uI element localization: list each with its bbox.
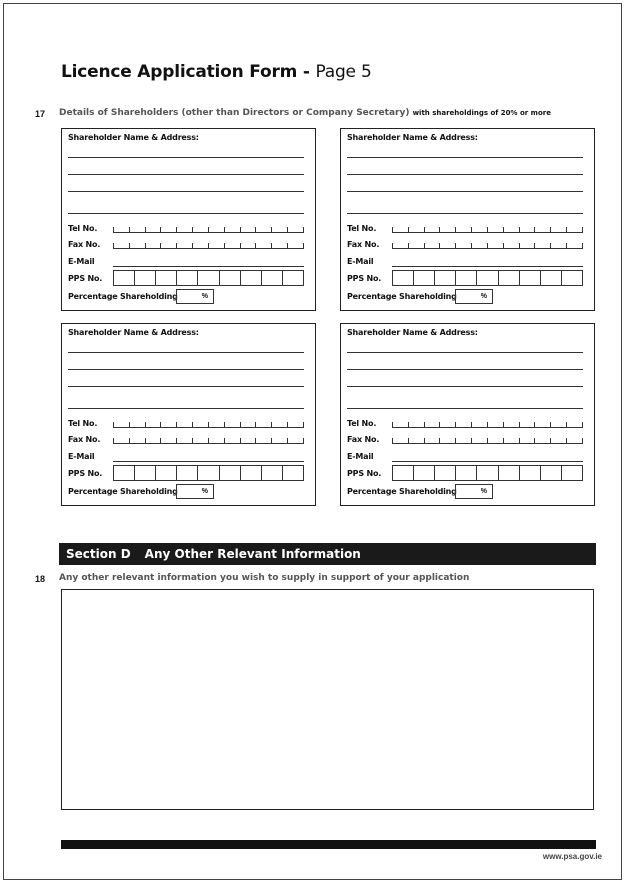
address-line[interactable] (347, 191, 583, 192)
page-title (61, 62, 372, 82)
fax-field[interactable] (392, 242, 583, 249)
shareholder-name-address-label: Shareholder Name & Address: (68, 133, 199, 142)
tick (519, 438, 535, 444)
tick (471, 243, 487, 249)
pps-cell (414, 271, 435, 285)
address-line[interactable] (68, 352, 304, 353)
tick (408, 422, 424, 428)
tick (439, 422, 455, 428)
tick (471, 438, 487, 444)
address-line[interactable] (68, 174, 304, 175)
pps-cell (114, 466, 135, 480)
tick (145, 243, 161, 249)
pps-cell (135, 271, 156, 285)
email-label: E-Mail (68, 452, 95, 461)
tick (271, 243, 287, 249)
tick (176, 438, 192, 444)
pps-cell (562, 466, 582, 480)
tick (271, 422, 287, 428)
address-line[interactable] (347, 369, 583, 370)
pps-cell (414, 466, 435, 480)
tick (208, 422, 224, 428)
tick (240, 243, 256, 249)
tick (224, 243, 240, 249)
tick (113, 243, 129, 249)
tel-field[interactable] (113, 226, 304, 233)
tick (408, 227, 424, 233)
question-18-title: Any other relevant information you wish to supply in support of your application (59, 573, 470, 583)
tick (534, 438, 550, 444)
tick (471, 422, 487, 428)
tick (439, 438, 455, 444)
tick (439, 227, 455, 233)
footer-bar (61, 840, 596, 849)
pps-cell (177, 271, 198, 285)
tick (271, 227, 287, 233)
tel-label: Tel No. (68, 224, 98, 233)
address-line[interactable] (68, 386, 304, 387)
question-17-number: 17 (35, 109, 46, 119)
tick (566, 243, 583, 249)
tick (519, 243, 535, 249)
address-line[interactable] (68, 191, 304, 192)
pps-field[interactable] (392, 465, 583, 481)
address-line[interactable] (347, 157, 583, 158)
pps-cell (499, 466, 520, 480)
pps-cell (477, 466, 498, 480)
question-17-suffix: with shareholdings of 20% or more (412, 109, 551, 117)
tick (113, 438, 129, 444)
address-line[interactable] (68, 369, 304, 370)
tick (160, 227, 176, 233)
tick (550, 243, 566, 249)
tel-label: Tel No. (68, 419, 98, 428)
form-title: Licence Application Form - (61, 62, 310, 82)
tick (255, 422, 271, 428)
tick (287, 438, 304, 444)
tick (208, 227, 224, 233)
tick (192, 438, 208, 444)
section-d-title: Any Other Relevant Information (144, 547, 361, 561)
tick (566, 438, 583, 444)
pps-cell (241, 271, 262, 285)
pps-cell (499, 271, 520, 285)
tel-label: Tel No. (347, 224, 377, 233)
fax-label: Fax No. (347, 435, 380, 444)
tick (392, 243, 408, 249)
percentage-shareholding-field[interactable]: % (455, 484, 493, 499)
tick (550, 438, 566, 444)
tick (424, 422, 440, 428)
email-label: E-Mail (68, 257, 95, 266)
tick (424, 243, 440, 249)
tick (113, 227, 129, 233)
tick (208, 243, 224, 249)
pps-cell (477, 271, 498, 285)
address-line[interactable] (347, 213, 583, 214)
tick (392, 422, 408, 428)
pps-cell (393, 466, 414, 480)
tick (129, 438, 145, 444)
tick (534, 227, 550, 233)
other-information-field[interactable] (61, 589, 594, 810)
address-line[interactable] (347, 408, 583, 409)
percentage-shareholding-label: Percentage Shareholding (68, 292, 178, 301)
tick (455, 227, 471, 233)
pps-cell (114, 271, 135, 285)
tick (160, 438, 176, 444)
tick (240, 422, 256, 428)
shareholder-box (340, 323, 595, 506)
email-field[interactable] (113, 266, 304, 267)
tick (424, 438, 440, 444)
pps-cell (262, 271, 283, 285)
tick (487, 243, 503, 249)
footer-url: www.psa.gov.ie (542, 852, 602, 861)
pps-cell (220, 466, 241, 480)
tick (240, 227, 256, 233)
section-d-header (59, 543, 596, 565)
address-line[interactable] (347, 174, 583, 175)
tick (487, 438, 503, 444)
tick (255, 243, 271, 249)
question-18-number: 18 (35, 574, 46, 584)
pps-cell (198, 271, 219, 285)
fax-label: Fax No. (347, 240, 380, 249)
percentage-shareholding-field[interactable]: % (176, 484, 214, 499)
tick (160, 243, 176, 249)
tick (224, 438, 240, 444)
email-field[interactable] (392, 461, 583, 462)
section-d-label: Section D (66, 547, 131, 561)
pps-cell (177, 466, 198, 480)
tick (192, 243, 208, 249)
tick (160, 422, 176, 428)
tick (455, 438, 471, 444)
tick (519, 227, 535, 233)
tick (408, 438, 424, 444)
tick (424, 227, 440, 233)
tick (534, 243, 550, 249)
fax-label: Fax No. (68, 435, 101, 444)
pps-cell (520, 466, 541, 480)
pps-field[interactable] (113, 465, 304, 481)
tick (287, 243, 304, 249)
tick (455, 422, 471, 428)
tick (519, 422, 535, 428)
shareholder-box (340, 128, 595, 311)
tel-field[interactable] (392, 421, 583, 428)
pps-cell (241, 466, 262, 480)
pps-cell (135, 466, 156, 480)
fax-field[interactable] (113, 242, 304, 249)
pps-cell (520, 271, 541, 285)
email-label: E-Mail (347, 257, 374, 266)
tick (176, 422, 192, 428)
email-label: E-Mail (347, 452, 374, 461)
percentage-shareholding-label: Percentage Shareholding (347, 487, 457, 496)
page-number: Page 5 (315, 62, 372, 82)
pps-field[interactable] (113, 270, 304, 286)
pps-cell (283, 271, 303, 285)
fax-label: Fax No. (68, 240, 101, 249)
percentage-shareholding-label: Percentage Shareholding (347, 292, 457, 301)
pps-cell (393, 271, 414, 285)
pps-label: PPS No. (68, 469, 103, 478)
question-17-title (59, 108, 551, 118)
pps-cell (156, 271, 177, 285)
address-line[interactable] (68, 213, 304, 214)
tick (487, 227, 503, 233)
pps-cell (283, 466, 303, 480)
tick (145, 227, 161, 233)
tick (455, 243, 471, 249)
address-line[interactable] (347, 386, 583, 387)
tick (287, 422, 304, 428)
tel-label: Tel No. (347, 419, 377, 428)
pps-label: PPS No. (347, 469, 382, 478)
tick (145, 438, 161, 444)
percentage-shareholding-field[interactable]: % (176, 289, 214, 304)
pps-cell (156, 466, 177, 480)
shareholder-name-address-label: Shareholder Name & Address: (347, 328, 478, 337)
pps-cell (220, 271, 241, 285)
fax-field[interactable] (113, 437, 304, 444)
tel-field[interactable] (113, 421, 304, 428)
tel-field[interactable] (392, 226, 583, 233)
pps-cell (435, 271, 456, 285)
tick (287, 227, 304, 233)
percentage-shareholding-label: Percentage Shareholding (68, 487, 178, 496)
question-17-text: Details of Shareholders (other than Directors or Company Secretary) (59, 108, 410, 118)
tick (392, 438, 408, 444)
address-line[interactable] (347, 352, 583, 353)
tick (503, 227, 519, 233)
pps-cell (562, 271, 582, 285)
shareholder-box (61, 128, 316, 311)
tick (534, 422, 550, 428)
tick (471, 227, 487, 233)
tick (566, 422, 583, 428)
email-field[interactable] (113, 461, 304, 462)
tick (192, 422, 208, 428)
shareholder-name-address-label: Shareholder Name & Address: (347, 133, 478, 142)
pps-cell (435, 466, 456, 480)
tick (113, 422, 129, 428)
tick (408, 243, 424, 249)
email-field[interactable] (392, 266, 583, 267)
tick (208, 438, 224, 444)
tick (392, 227, 408, 233)
tick (224, 227, 240, 233)
pps-cell (541, 271, 562, 285)
address-line[interactable] (68, 408, 304, 409)
pps-cell (456, 271, 477, 285)
tick (566, 227, 583, 233)
pps-label: PPS No. (347, 274, 382, 283)
tick (503, 243, 519, 249)
address-line[interactable] (68, 157, 304, 158)
tick (224, 422, 240, 428)
tick (176, 243, 192, 249)
shareholder-box (61, 323, 316, 506)
pps-cell (456, 466, 477, 480)
tick (176, 227, 192, 233)
shareholder-name-address-label: Shareholder Name & Address: (68, 328, 199, 337)
tick (503, 438, 519, 444)
tick (503, 422, 519, 428)
tick (145, 422, 161, 428)
tick (129, 243, 145, 249)
tick (550, 422, 566, 428)
tick (129, 422, 145, 428)
pps-field[interactable] (392, 270, 583, 286)
pps-cell (262, 466, 283, 480)
tick (255, 438, 271, 444)
tick (487, 422, 503, 428)
pps-cell (541, 466, 562, 480)
tick (550, 227, 566, 233)
tick (255, 227, 271, 233)
tick (439, 243, 455, 249)
tick (129, 227, 145, 233)
pps-label: PPS No. (68, 274, 103, 283)
fax-field[interactable] (392, 437, 583, 444)
percentage-shareholding-field[interactable]: % (455, 289, 493, 304)
tick (271, 438, 287, 444)
tick (240, 438, 256, 444)
pps-cell (198, 466, 219, 480)
tick (192, 227, 208, 233)
